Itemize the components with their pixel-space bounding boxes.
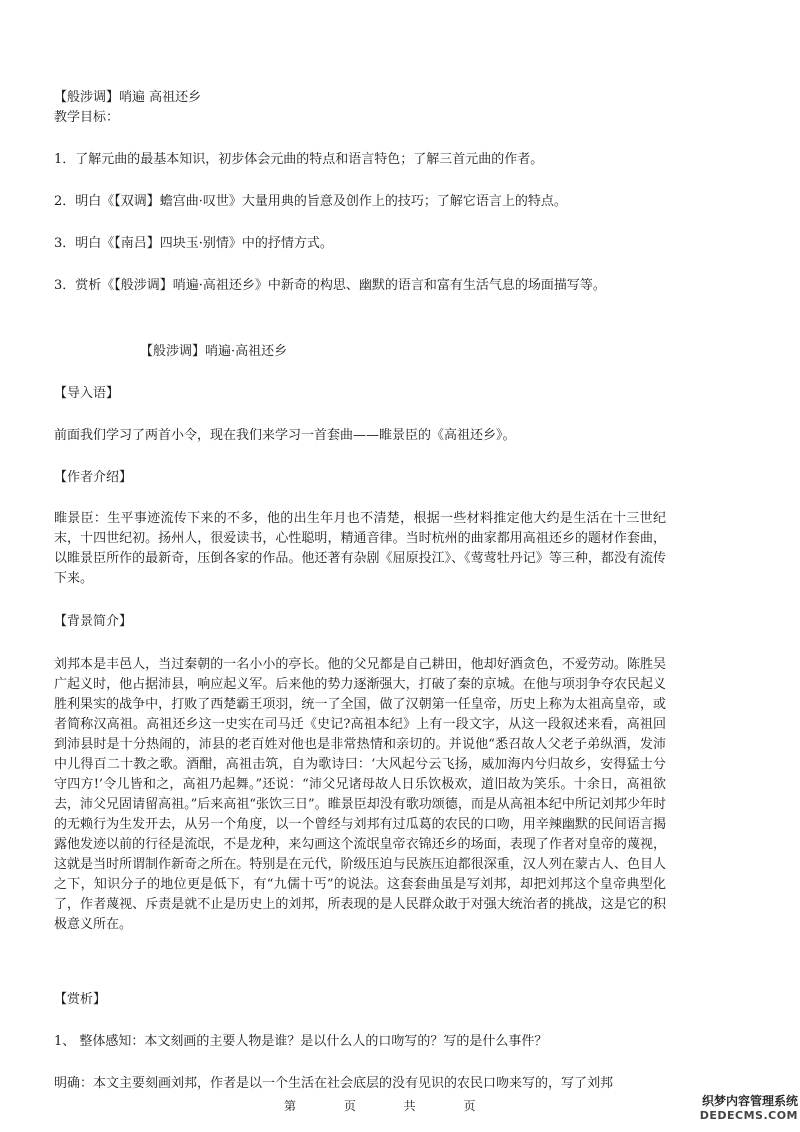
author-text: 睢景臣：生平事迹流传下来的不多，他的出生年月也不清楚，根据一些材料推定他大约是生活在十三世纪末，十四世纪初。扬州人，很爱读书，心性聪明，精通音律。当时杭州的曲家都用高祖还乡的题材作套曲，以睢景臣所作的最新奇，压倒各家的作品。他还著有杂剧《屈原投江》、《莺莺牡丹记》等三种，都没有流传下来。: [54, 511, 666, 586]
objective-item-4: 3．赏析《【般涉调】哨遍·高祖还乡》中新奇的构思、幽默的语言和富有生活气息的场面描写等。: [54, 278, 606, 293]
objective-item-3: 3．明白《【南吕】四块玉·别情》中的抒情方式。: [54, 236, 333, 251]
watermark-line-1: 织梦内容管理系统: [701, 1094, 798, 1108]
objectives-title: 【般涉调】哨遍 高祖还乡: [54, 90, 202, 105]
intro-heading: 【导入语】: [54, 386, 120, 401]
appreciation-heading: 【赏析】: [54, 992, 107, 1007]
appreciation-question: 1、 整体感知：本文刻画的主要人物是谁？是以什么人的口吻写的？写的是什么事件？: [54, 1034, 548, 1049]
objectives-heading: 教学目标：: [54, 110, 120, 125]
objective-item-1: 1．了解元曲的最基本知识，初步体会元曲的特点和语言特色；了解三首元曲的作者。: [54, 152, 544, 167]
appreciation-answer: 明确：本文主要刻画刘邦，作者是以一个生活在社会底层的没有见识的农民口吻来写的，写了刘邦: [54, 1076, 614, 1091]
site-watermark: [690, 1093, 798, 1129]
background-text: 刘邦本是丰邑人，当过秦朝的一名小小的亭长。他的父兄都是自己耕田，他却好酒贪色，不爱劳动。陈胜吴广起义时，他占据沛县，响应起义军。后来他的势力逐渐强大，打破了秦的京城。在他与项羽争夺农民起义胜利果实的战争中，打败了西楚霸王项羽，统一了全国，做了汉朝第一任皇帝，历史上称为太祖高皇帝，或者简称汉高祖。高祖还乡这一史实在司马迁《史记?高祖本纪》上有一段文字，从这一段叙述来看，高祖回到沛县时是十分热闹的，沛县的老百姓对他也是非常热情和亲切的。并说他“悉召故人父老子弟纵酒，发沛中儿得百二十教之歌。酒酣，高祖击筑，自为歌诗曰：‘大风起兮云飞扬，威加海内兮归故乡，安得猛士兮守四方!’令儿皆和之，高祖乃起舞。”还说：“沛父兄诸母故人日乐饮极欢，道旧故为笑乐。十余日，高祖欲去，沛父兄固请留高祖。”后来高祖“张饮三日”。睢景臣却没有歌功颂德，而是从高祖本纪中所记刘邦少年时的无赖行为生发开去，从另一个角度，以一个曾经与刘邦有过瓜葛的农民的口吻，用辛辣幽默的民间语言揭露他发迹以前的行径是流氓，不是龙种，来勾画这个流氓皇帝衣锦还乡的场面，表现了作者对皇帝的蔑视，这就是当时所谓制作新奇之所在。特别是在元代，阶级压迫与民族压迫都很深重，汉人列在蒙古人、色目人之下，知识分子的地位更是低下，有“九儒十丐”的说法。这套套曲虽是写刘邦，却把刘邦这个皇帝典型化了，作者蔑视、斥责是就不止是历史上的刘邦，所表现的是人民群众敢于对强大统治者的挑战，这是它的积极意义所在。: [54, 657, 666, 932]
background-heading: 【背景简介】: [54, 614, 133, 629]
author-heading: 【作者介绍】: [54, 470, 133, 485]
page-footer: 第 页 共 页: [284, 1099, 498, 1113]
watermark-line-2: DEDECMS.COM: [699, 1109, 798, 1122]
objective-item-2: 2．明白《【双调】蟾宫曲·叹世》大量用典的旨意及创作上的技巧；了解它语言上的特点。: [54, 194, 567, 209]
intro-text: 前面我们学习了两首小令，现在我们来学习一首套曲——睢景臣的《高祖还乡》。: [54, 428, 516, 443]
lesson-title: 【般涉调】哨遍·高祖还乡: [140, 344, 288, 359]
